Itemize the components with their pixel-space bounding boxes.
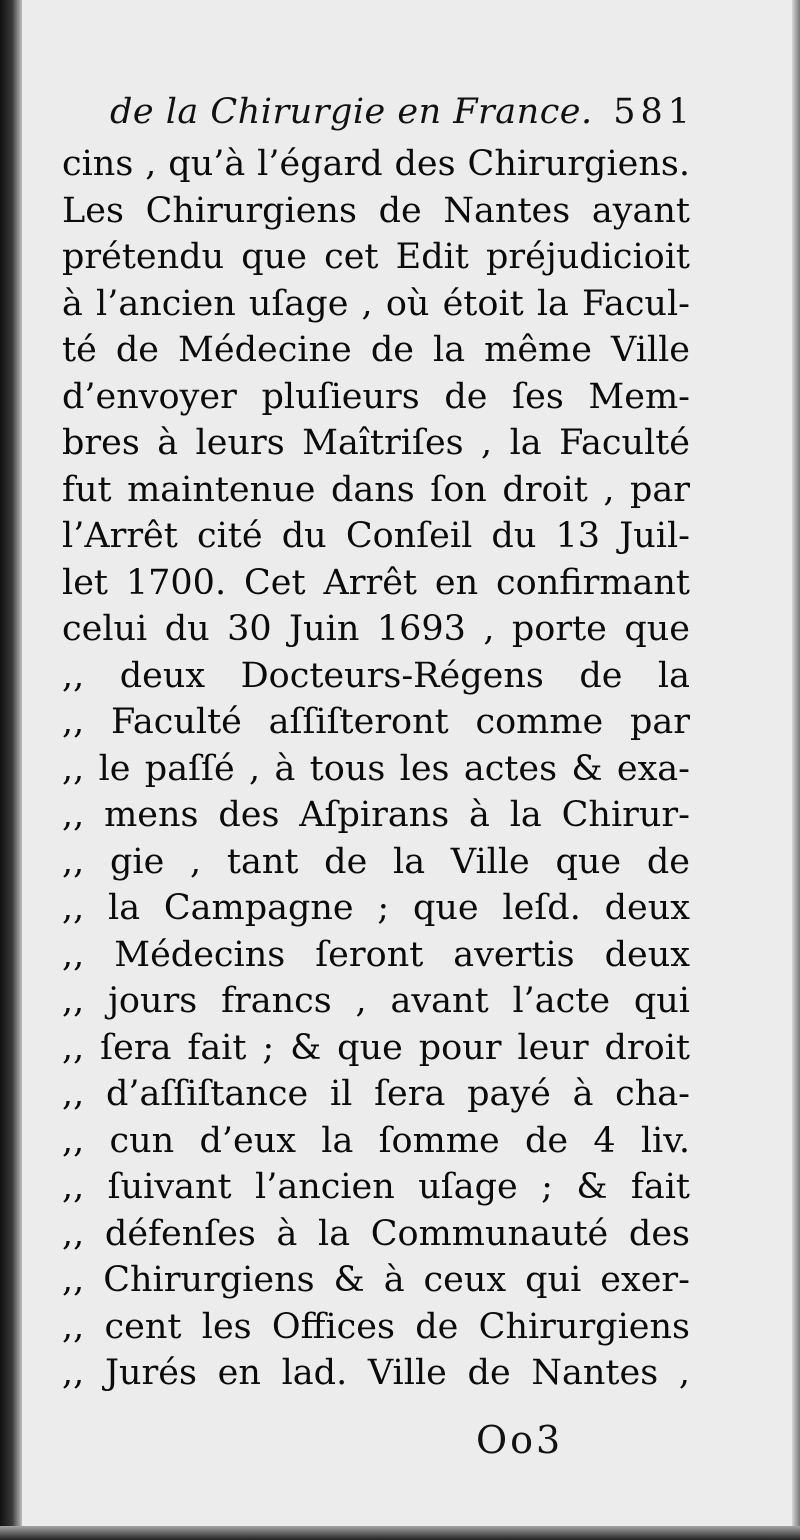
page-edge xyxy=(792,0,800,1540)
text-line: ,, ſuivant l’ancien uſage ; & fait xyxy=(62,1167,690,1207)
text-line: let 1700. Cet Arrêt en confirmant xyxy=(62,562,690,603)
text-line: ,, gie , tant de la Ville que de xyxy=(62,841,690,882)
text-line: Les Chirurgiens de Nantes ayant xyxy=(62,190,690,231)
text-line: ,, cun d’eux la ſomme de 4 liv. xyxy=(62,1120,690,1161)
page-header xyxy=(110,92,695,138)
body-text xyxy=(62,141,690,1397)
text-line: ,, Faculté aſſiſteront comme par xyxy=(62,702,690,742)
text-line: à l’ancien uſage , où étoit la Facul- xyxy=(62,283,690,324)
text-line: bres à leurs Maîtriſes , la Faculté xyxy=(62,423,690,463)
page-bottom-edge xyxy=(0,1526,800,1540)
text-line: ,, cent les Offices de Chirurgiens xyxy=(62,1306,690,1347)
text-line: ,, d’aſſiſtance il ſera payé à cha- xyxy=(62,1074,690,1114)
text-line: ,, Médecins ſeront avertis deux xyxy=(62,934,690,975)
text-line: l’Arrêt cité du Conſeil du 13 Juil- xyxy=(62,516,690,556)
text-line: cins , qu’à l’égard des Chirurgiens. xyxy=(62,144,690,184)
text-line: ,, la Campagne ; que leſd. deux xyxy=(62,888,690,928)
text-line: prétendu que cet Edit préjudicioit xyxy=(62,237,690,277)
text-line: fut maintenue dans ſon droit , par xyxy=(62,469,690,510)
text-line: ,, jours francs , avant l’acte qui xyxy=(62,981,690,1021)
text-line: ,, mens des Aſpirans à la Chirur- xyxy=(62,795,690,835)
text-line: celui du 30 Juin 1693 , porte que xyxy=(62,609,690,649)
text-line: ,, Jurés en lad. Ville de Nantes , xyxy=(62,1353,690,1393)
text-line: té de Médecine de la même Ville xyxy=(62,330,690,370)
text-line: ,, Chirurgiens & à ceux qui exer- xyxy=(62,1260,690,1300)
text-line: ,, ſera fait ; & que pour leur droit xyxy=(62,1027,690,1068)
book-spine-shadow xyxy=(0,0,22,1540)
text-line: ,, deux Docteurs-Régens de la xyxy=(62,655,690,696)
signature-mark: Oo3 xyxy=(476,1418,564,1462)
page-number: 581 xyxy=(613,92,695,132)
text-line: d’envoyer pluſieurs de ſes Mem- xyxy=(62,376,690,417)
running-title: de la Chirurgie en France. xyxy=(110,92,593,132)
text-line: ,, défenſes à la Communauté des xyxy=(62,1213,690,1254)
text-line: ,, le paſſé , à tous les actes & exa- xyxy=(62,748,690,789)
